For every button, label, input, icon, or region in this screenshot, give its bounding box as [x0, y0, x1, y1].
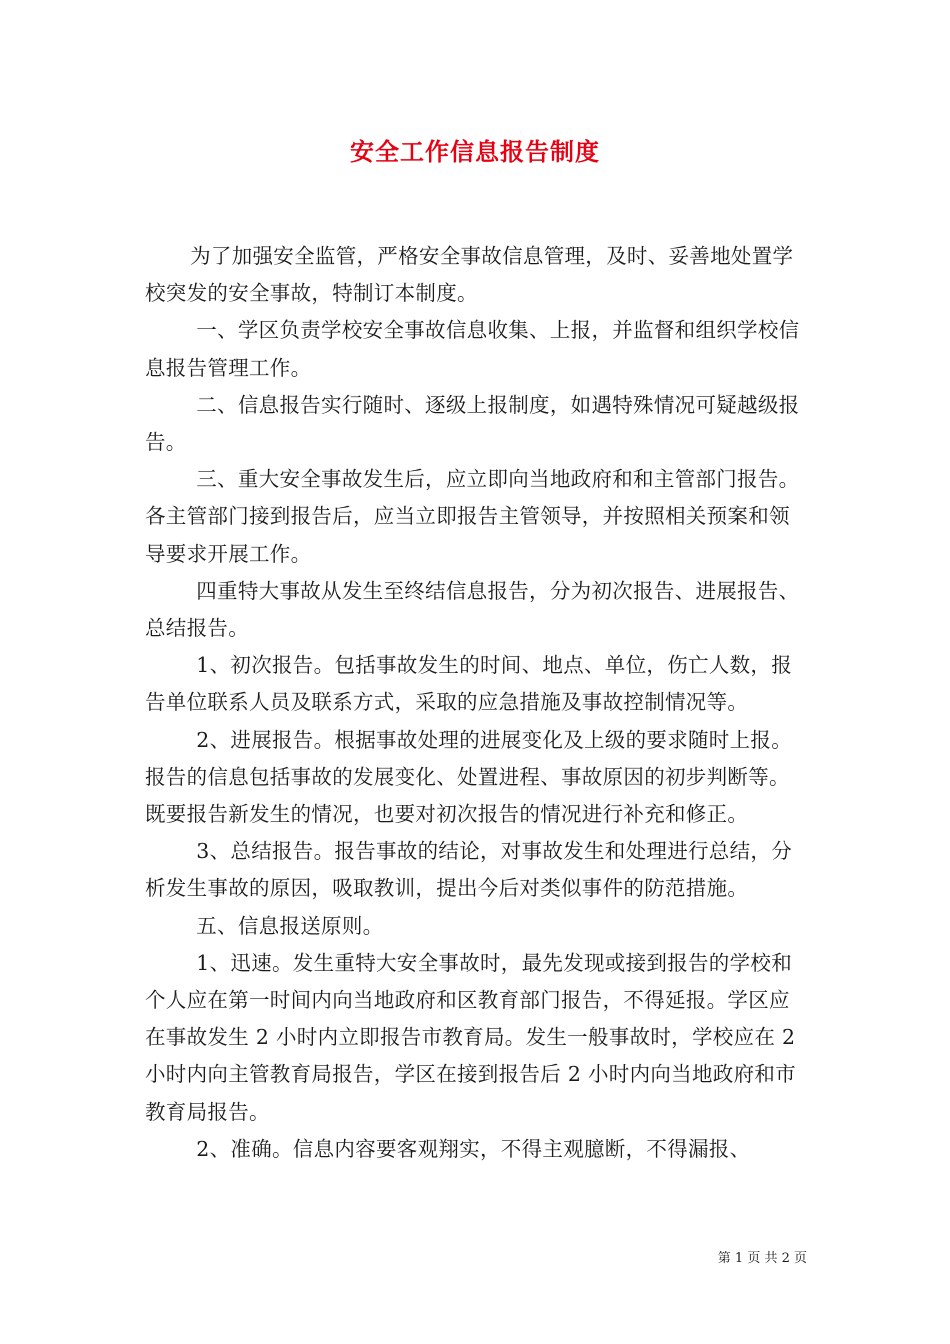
- document-title: 安全工作信息报告制度: [350, 137, 600, 166]
- document-body: [145, 238, 809, 1168]
- paragraph-section-2: 二、信息报告实行随时、逐级上报制度，如遇特殊情况可疑越级报告。: [145, 392, 800, 455]
- paragraph-intro: 为了加强安全监管，严格安全事故信息管理，及时、妥善地处置学校突发的安全事故，特制订本制度。: [145, 244, 794, 306]
- paragraph-section-1: 一、学区负责学校安全事故信息收集、上报，并监督和组织学校信息报告管理工作。: [145, 318, 800, 380]
- paragraph-principle-accuracy: 2、准确。信息内容要客观翔实，不得主观臆断，不得漏报、: [196, 1136, 751, 1161]
- paragraph-principle-speed: 1、迅速。发生重特大安全事故时，最先发现或接到报告的学校和个人应在第一时间内向当地政府和区教育部门报告，不得延报。学区应在事故发生 2 小时内立即报告市教育局。发生一般事故时，学校应在 2 小时内向主管教育局报告，学区在接到报告后 2 小时内向当地政府和市教育局报告。: [145, 950, 796, 1124]
- page-number: 第 1 页 共 2 页: [717, 1251, 807, 1266]
- paragraph-initial-report: 1、初次报告。包括事故发生的时间、地点、单位，伤亡人数，报告单位联系人员及联系方式，采取的应急措施及事故控制情况等。: [145, 653, 792, 715]
- paragraph-section-5: 五、信息报送原则。: [196, 913, 384, 938]
- paragraph-progress-report: 2、进展报告。根据事故处理的进展变化及上级的要求随时上报。报告的信息包括事故的发展变化、处置进程、事故原因的初步判断等。既要报告新发生的情况，也要对初次报告的情况进行补充和修正。: [145, 727, 792, 827]
- paragraph-summary-report: 3、总结报告。报告事故的结论，对事故发生和处理进行总结，分析发生事故的原因，吸取教训，提出今后对类似事件的防范措施。: [145, 839, 792, 901]
- paragraph-section-4: 四重特大事故从发生至终结信息报告，分为初次报告、进展报告、总结报告。: [145, 578, 800, 641]
- paragraph-section-3: 三、重大安全事故发生后，应立即向当地政府和和主管部门报告。各主管部门接到报告后，应当立即报告主管领导，并按照相关预案和领导要求开展工作。: [145, 467, 800, 566]
